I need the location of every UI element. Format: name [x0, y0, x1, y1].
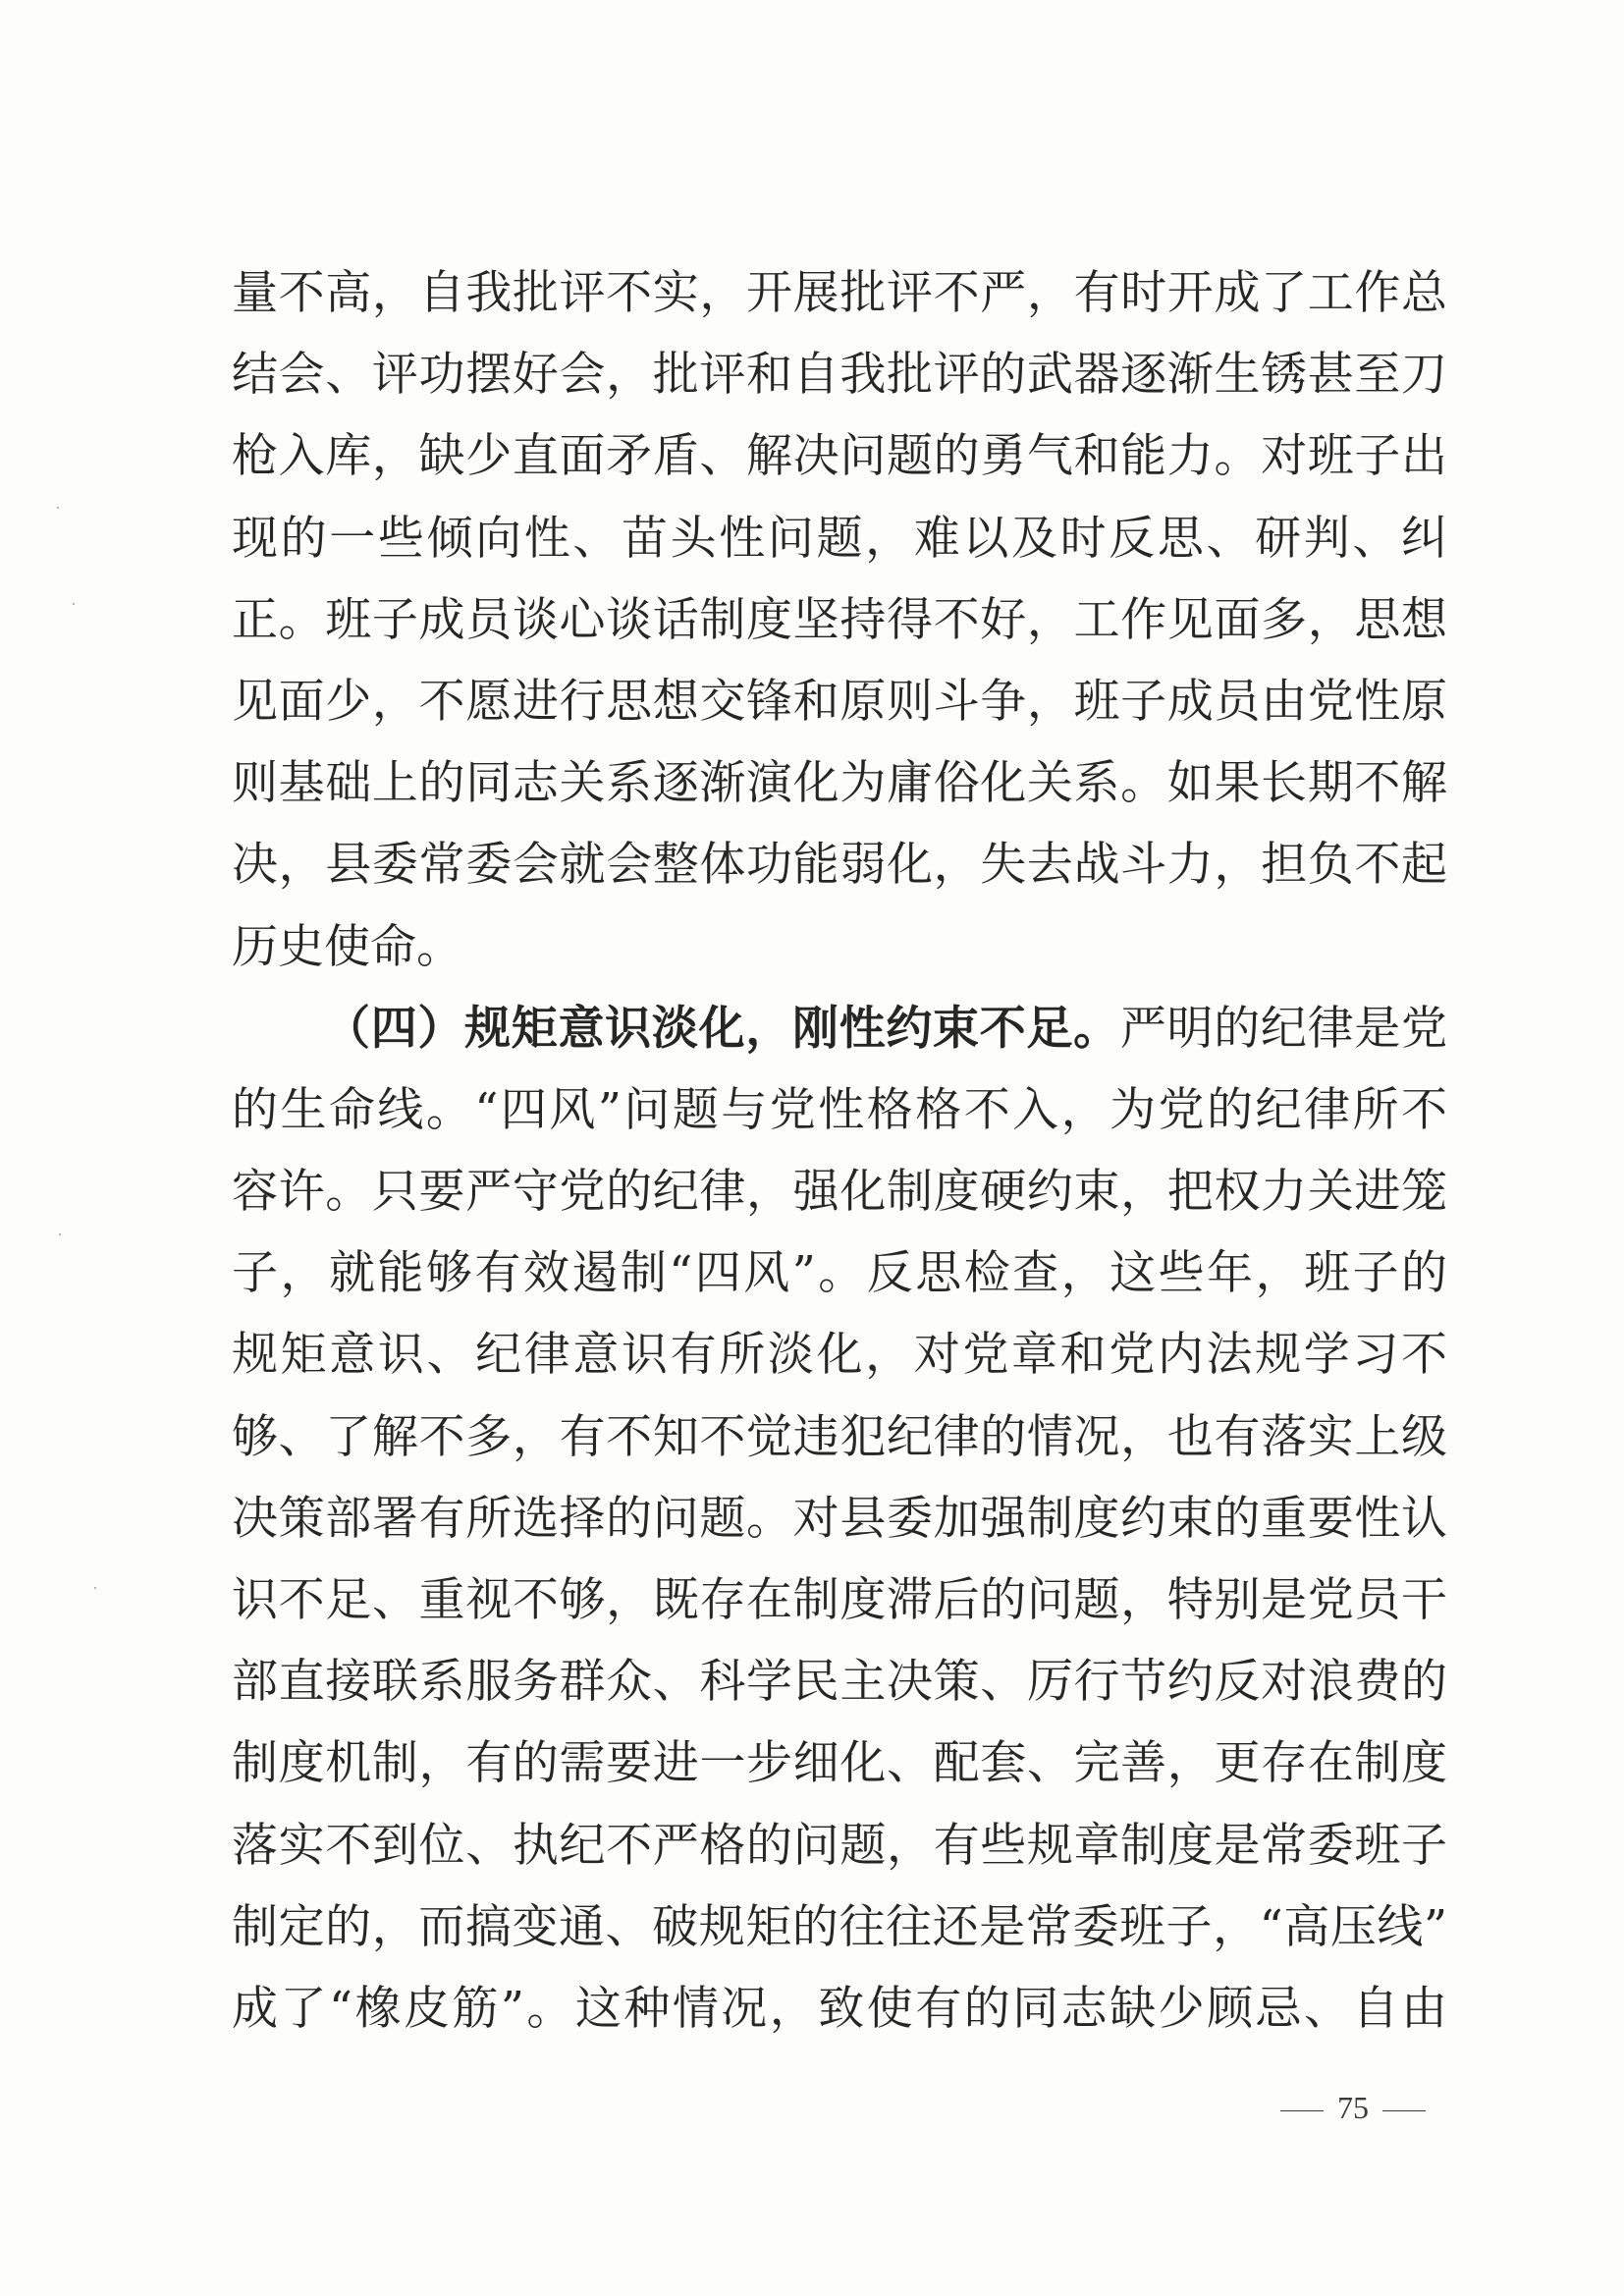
- text-line: 规矩意识、纪律意识有所淡化，对党章和党内法规学习不: [232, 1328, 1447, 1383]
- scan-speck: [94, 1587, 96, 1589]
- text-line: 制定的，而搞变通、破规矩的往往还是常委班子，“高压线”: [232, 1899, 1447, 1954]
- text-line: 见面少，不愿进行思想交锋和原则斗争，班子成员由党性原: [232, 674, 1447, 729]
- text-line: 决策部署有所选择的问题。对县委加强制度约束的重要性认: [232, 1491, 1447, 1546]
- section-first-line-text: 严明的纪律是党: [1119, 1001, 1448, 1056]
- text-line: 部直接联系服务群众、科学民主决策、厉行节约反对浪费的: [232, 1655, 1447, 1710]
- text-line: 容许。只要严守党的纪律，强化制度硬约束，把权力关进笼: [232, 1165, 1447, 1220]
- text-line: 的生命线。“四风”问题与党性格格不入，为党的纪律所不: [232, 1082, 1447, 1137]
- text-line: 则基础上的同志关系逐渐演化为庸俗化关系。如果长期不解: [232, 756, 1447, 811]
- text-line: 结会、评功摆好会，批评和自我批评的武器逐渐生锈甚至刀: [232, 348, 1447, 403]
- section-first-line: [232, 988, 1447, 1069]
- text-line: 历史使命。: [232, 919, 462, 974]
- section-heading: （四）规矩意识淡化，刚性约束不足。: [324, 1001, 1120, 1056]
- text-line: 制度机制，有的需要进一步细化、配套、完善，更存在制度: [232, 1736, 1447, 1791]
- text-line: 量不高，自我批评不实，开展批评不严，有时开成了工作总: [232, 266, 1447, 320]
- scan-speck: [57, 507, 59, 509]
- document-body: [232, 252, 1447, 2050]
- text-line: 子，就能够有效遏制“四风”。反思检查，这些年，班子的: [232, 1246, 1447, 1301]
- text-line: 现的一些倾向性、苗头性问题，难以及时反思、研判、纠: [232, 511, 1447, 566]
- page-number-value: 75: [1337, 2090, 1369, 2125]
- scan-speck: [59, 1233, 61, 1235]
- text-line: 成了“橡皮筋”。这种情况，致使有的同志缺少顾忌、自由: [232, 1981, 1447, 2036]
- text-line: 识不足、重视不够，既存在制度滞后的问题，特别是党员干: [232, 1573, 1447, 1627]
- page-number-right-dash: [1382, 2110, 1426, 2111]
- page-number: [1245, 2088, 1461, 2127]
- scan-speck: [73, 603, 75, 605]
- text-line: 决，县委常委会就会整体功能弱化，失去战斗力，担负不起: [232, 838, 1447, 893]
- text-line: 落实不到位、执纪不严格的问题，有些规章制度是常委班子: [232, 1818, 1447, 1873]
- text-line: 正。班子成员谈心谈话制度坚持得不好，工作见面多，思想: [232, 592, 1447, 647]
- text-line: 够、了解不多，有不知不觉违犯纪律的情况，也有落实上级: [232, 1409, 1447, 1464]
- page-number-left-dash: [1280, 2110, 1324, 2111]
- text-line: 枪入库，缺少直面矛盾、解决问题的勇气和能力。对班子出: [232, 429, 1447, 484]
